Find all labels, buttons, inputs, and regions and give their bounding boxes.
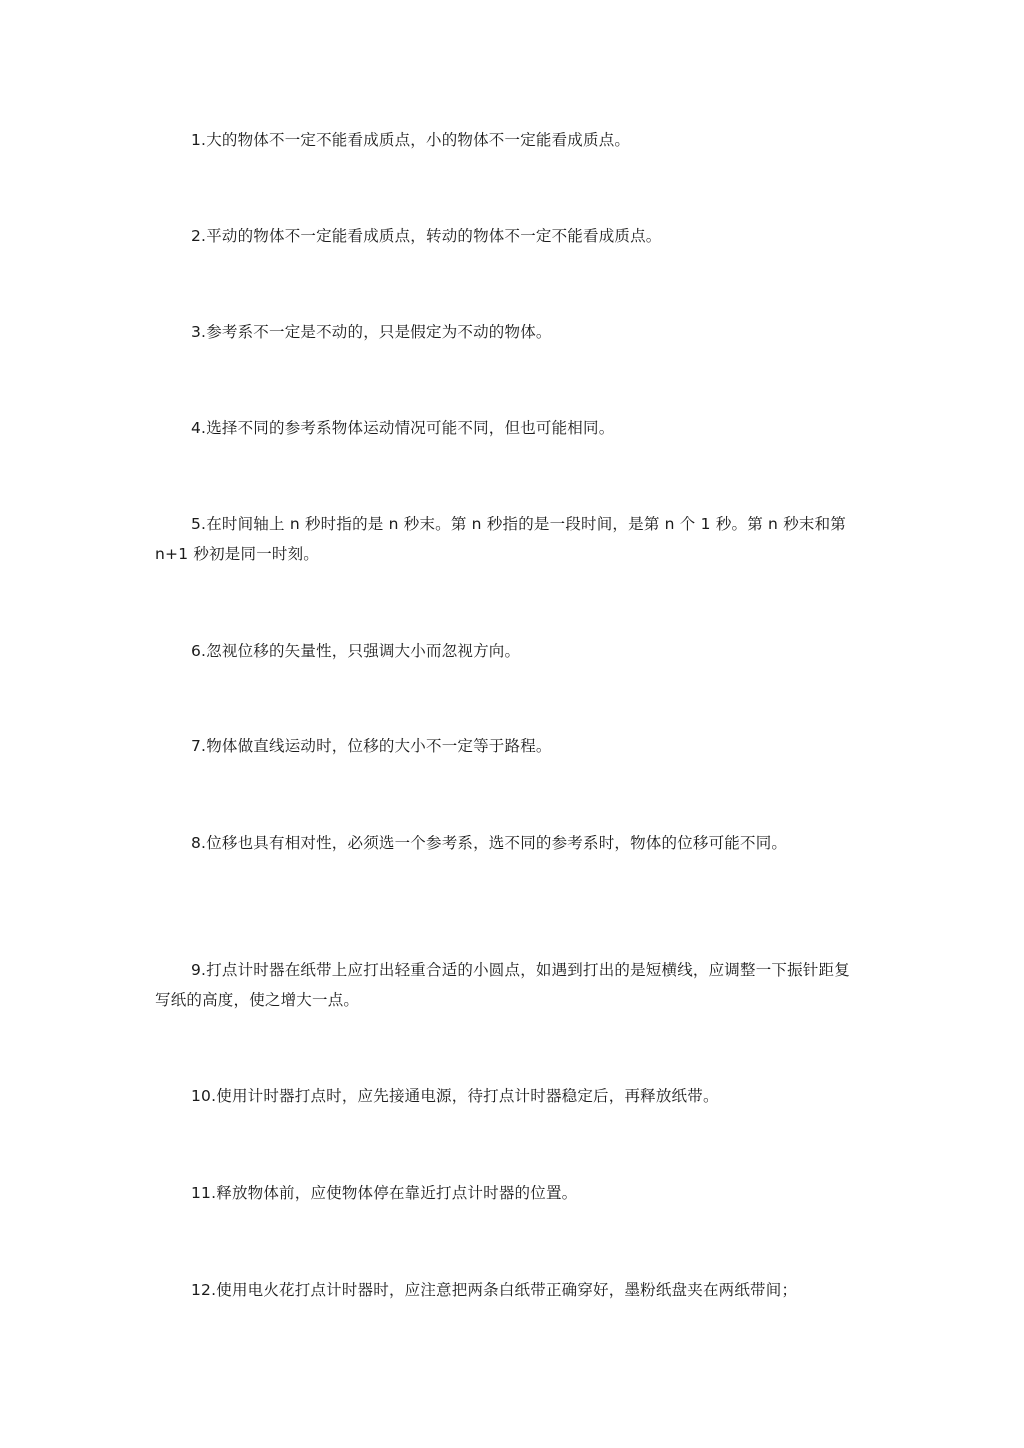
paragraph-9: 9.打点计时器在纸带上应打出轻重合适的小圆点，如遇到打出的是短横线，应调整一下振针距复写纸的高度，使之增大一点。 [155,961,850,1009]
paragraph-12: 12.使用电火花打点计时器时，应注意把两条白纸带正确穿好，墨粉纸盘夹在两纸带间； [191,1281,798,1299]
paragraph-1: 1.大的物体不一定不能看成质点，小的物体不一定能看成质点。 [191,131,631,149]
paragraph-5: 5.在时间轴上 n 秒时指的是 n 秒末。第 n 秒指的是一段时间，是第 n 个 1 秒。第 n 秒末和第 n+1 秒初是同一时刻。 [155,515,846,563]
paragraph-2: 2.平动的物体不一定能看成质点，转动的物体不一定不能看成质点。 [191,227,662,245]
paragraph-3: 3.参考系不一定是不动的，只是假定为不动的物体。 [191,323,552,341]
paragraph-4: 4.选择不同的参考系物体运动情况可能不同，但也可能相同。 [191,419,615,437]
paragraph-8: 8.位移也具有相对性，必须选一个参考系，选不同的参考系时，物体的位移可能不同。 [191,834,788,852]
paragraph-10: 10.使用计时器打点时，应先接通电源，待打点计时器稳定后，再释放纸带。 [191,1087,719,1105]
paragraph-6: 6.忽视位移的矢量性，只强调大小而忽视方向。 [191,642,521,660]
paragraph-11: 11.释放物体前，应使物体停在靠近打点计时器的位置。 [191,1184,578,1202]
paragraph-7: 7.物体做直线运动时，位移的大小不一定等于路程。 [191,737,552,755]
